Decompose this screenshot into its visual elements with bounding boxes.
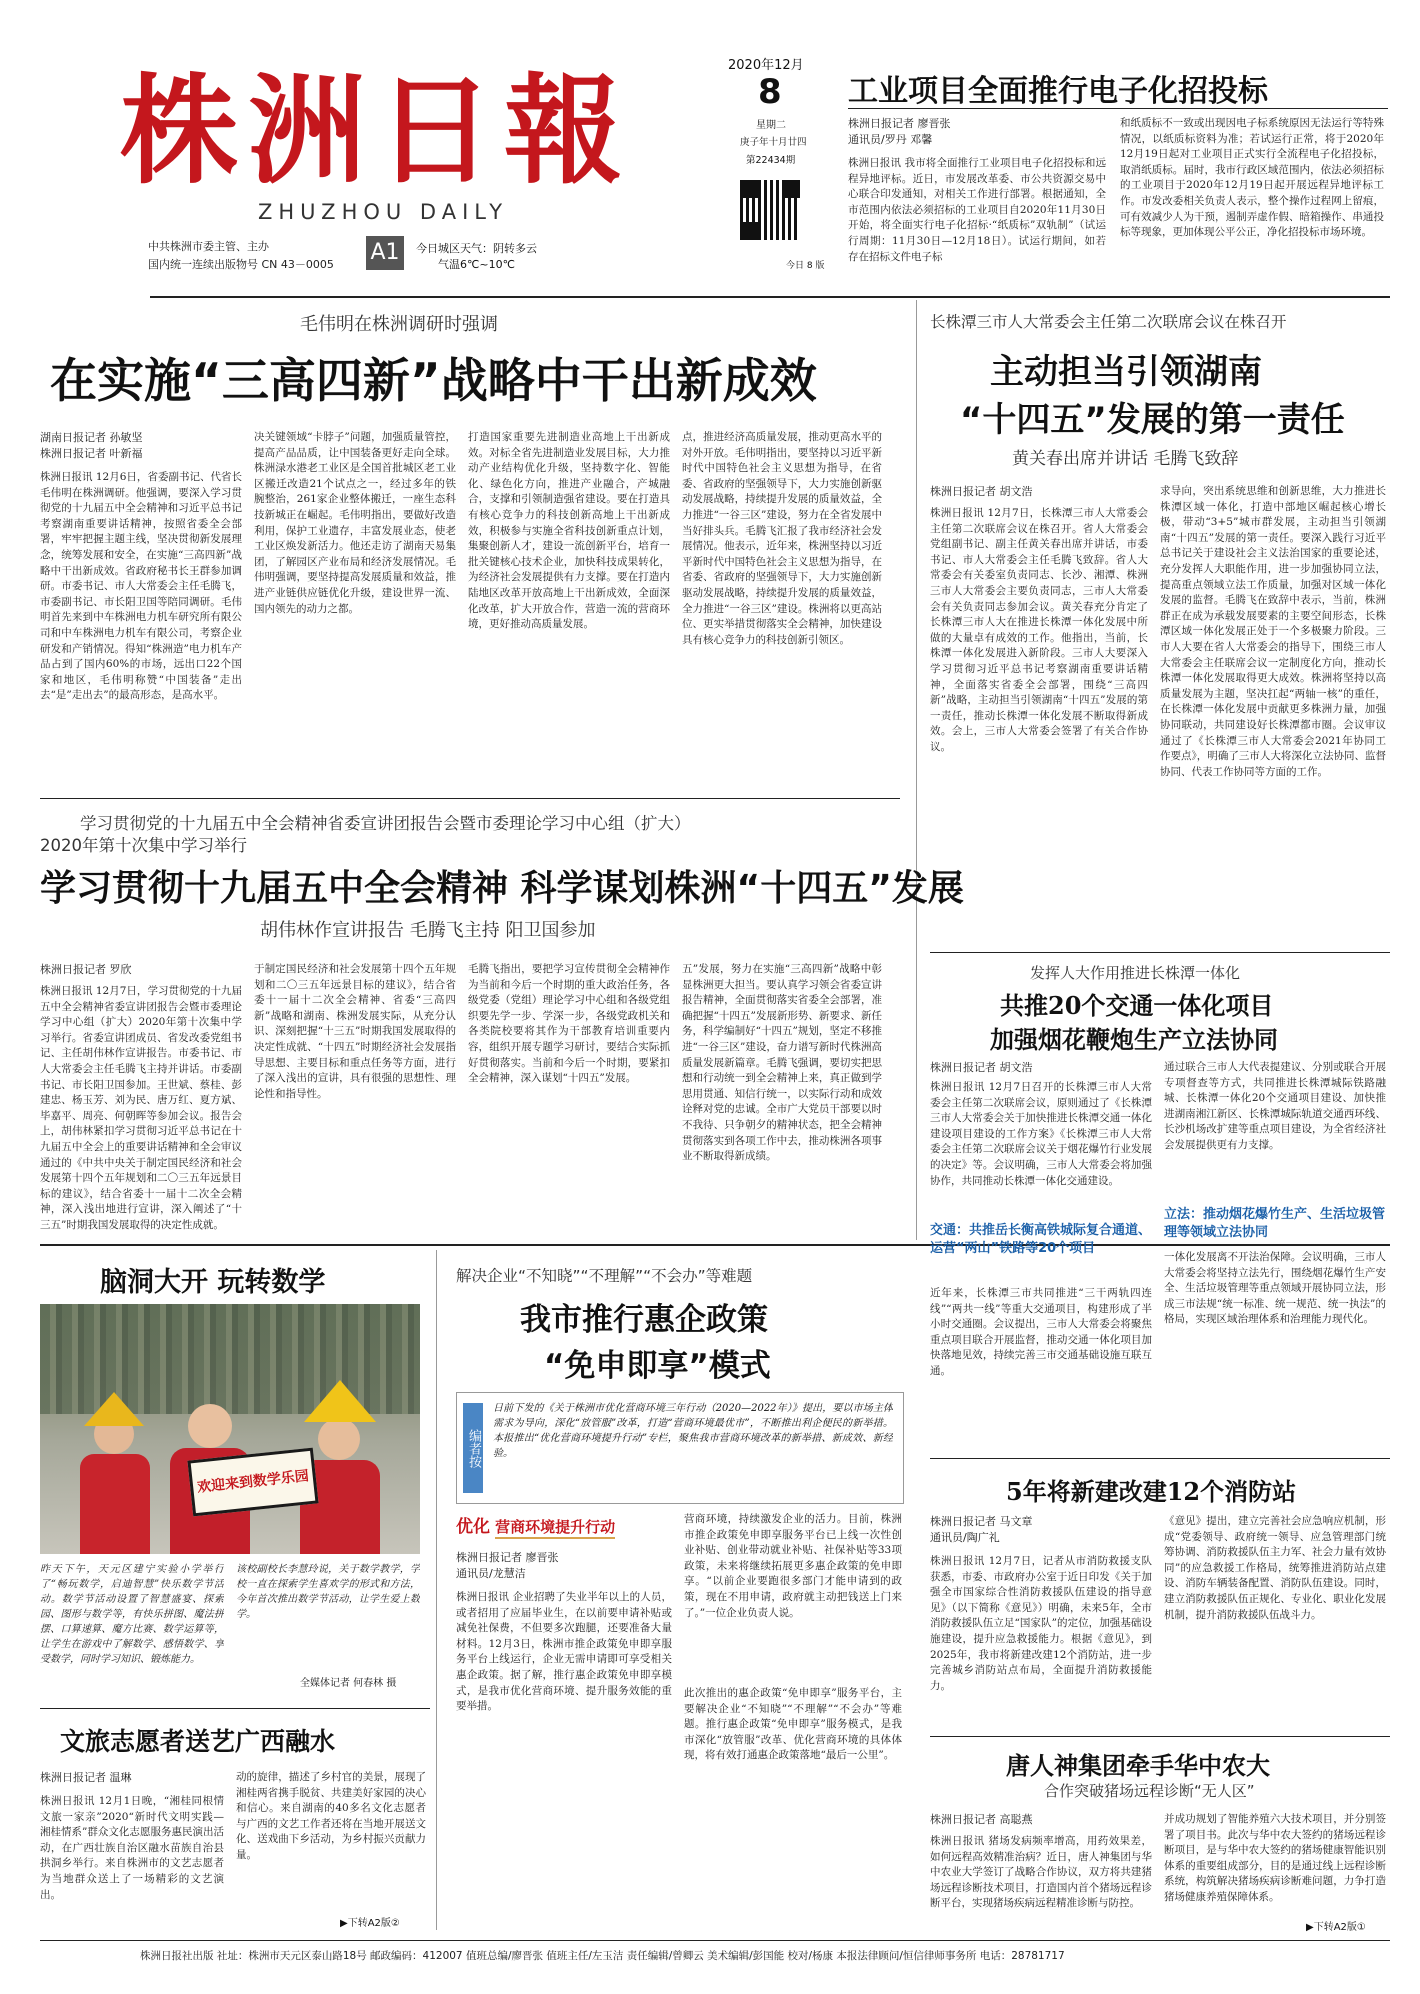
qr-code [740, 180, 800, 240]
mao-headline: 在实施“三高四新”战略中干出新成效 [50, 354, 817, 409]
mao-byline-2: 株洲日报记者 叶新福 [40, 447, 143, 460]
traffic-col-3: 近年来，长株潭三市共同推进“三干两轨四连线”“两共一线”等重大交通项目，构建形成了半小时交通圈。会议提出，三市人大常委会将聚焦重点项目联合开展监督，推动交通一体化项目加快落地见效，持续完善三市交通基础设施互联互通。 [930, 1287, 1152, 1377]
enterprise-col-1: 株洲日报讯 企业招聘了失业半年以上的人员，或者招用了应届毕业生，在以前要申请补贴或减免社保费，不但要多次跑腿，还要准备大量材料。12月3日，株洲市推企政策免申即享服务平台上线运行，企业无需申请即可享受相关惠企政策。据了解，推行惠企政策免申即享模式，是我市优化营商环境、提升服务效能的重要举措。 [456, 1591, 672, 1713]
cn-code: 国内统一连续出版物号 CN 43－0005 [148, 258, 334, 271]
traffic-subhead-1: 交通：共推岳长衡高铁城际复合通道、运营“两山”铁路等20个项目 [930, 1223, 1152, 1256]
study-col-1: 株洲日报讯 12月7日，学习贯彻党的十九届五中全会精神省委宣讲团报告会暨市委理论学习中心组（扩大）2020年第十次集中学习举行。省委宣讲团成员、省发改委党组书记、主任胡伟林作宣讲报告。市委书记、市人大常委会主任毛腾飞主持并讲话。市委副书记、市长阳卫国参加。王世斌、蔡桂、彭建忠、杨玉芳、刘为民、唐万红、夏方斌、毕嘉平、周亮、何朝晖等参加会议。报告会上，胡伟林紧扣学习贯彻习近平总书记在十九届五中全会上的重要讲话精神和全会审议通过的《中共中央关于制定国民经济和社会发展第十四个五年规划和二〇三五年远景目标的建议》，结合省委十一届十二次全会精神，深入浅出地进行宣讲，深入阐述了“十三五”时期我国发展取得的决定性成就。 [40, 985, 242, 1231]
date-box [710, 50, 830, 282]
pages-today: 今日 8 版 [786, 261, 825, 271]
column-tag-a: 优化 [456, 1517, 490, 1537]
story-study [0, 800, 964, 1250]
weekday: 星期二 [756, 120, 786, 131]
traffic-col-4: 一体化发展离不开法治保障。会议明确，三市人大常委会将坚持立法先行，围绕烟花爆竹生产安全、生活垃圾管理等重点领域开展协同立法，形成三市法规“统一标准、统一规范、统一执法”的格局，实现区域治理体系和治理能力现代化。 [1164, 1251, 1386, 1326]
top-story-headline: 工业项目全面推行电子化招投标 [848, 74, 1268, 109]
study-subhead: 胡伟林作宣讲报告 毛腾飞主持 阳卫国参加 [260, 920, 596, 941]
fire-headline: 5年将新建改建12个消防站 [1006, 1477, 1297, 1506]
enterprise-byline-2: 通讯员/龙慧洁 [456, 1567, 526, 1580]
fire-col-2: 《意见》提出，建立完善社会应急响应机制，形成“党委领导、政府统一领导、应急管理部门统筹协调、消防救援队伍主力军、社会力量有效协同”的应急救援工作格局，统筹推进消防站点建设、消防车辆装备配置、消防队伍建设。同时，建立消防救援队伍正规化、专业化、职业化发展机制，提升消防救援队伍战斗力。 [1164, 1515, 1386, 1621]
math-caption-2: 该校副校长李慧玲说，关于数学教学，学校一直在探索学生喜欢学的形式和方法，今年首次推出数学节活动，让学生爱上数学。 [236, 1564, 420, 1620]
story-volunteer [0, 1710, 436, 1938]
child-left [80, 1414, 150, 1554]
story-enterprise [440, 1250, 916, 1940]
story-ctz [920, 300, 1400, 950]
fire-col-1: 株洲日报讯 12月7日，记者从市消防救援支队获悉，市委、市政府办公室于近日印发《关于加强全市国家综合性消防救援队伍建设的指导意见》（以下简称《意见》）明确，未来5年，全市消防救援队伍立足“国家队”的定位，加强基础设施建设，提升应急救援能力。根据《意见》，到2025年，我市将新建改建12个消防站，进一步完善城乡消防站点布局，全面提升消防救援能力。 [930, 1555, 1152, 1692]
traffic-kicker: 发挥人大作用推进长株潭一体化 [1030, 964, 1241, 982]
page-label: A1 [366, 236, 404, 270]
story-mao [0, 300, 910, 800]
enterprise-col-2: 营商环境，持续激发企业的活力。目前，株洲市推企政策免申即享服务平台已上线一次性创业补贴、创业带动就业补贴、社保补贴等33项政策，未来将继续拓展更多惠企政策的免申即享。“以前企业要跑很多部门才能申请到的政策，现在不用申请，政府就主动把钱送上门来了。”一位企业负责人说。 [684, 1513, 902, 1619]
footer-imprint: 株洲日报社出版 社址：株洲市天元区泰山路18号 邮政编码：412007 值班总编/廖晋张 值班主任/左玉洁 责任编辑/曾卿云 美术编辑/彭国能 校对/杨康 本报法律顾问/恒信律师事务所 电话：28781717 [140, 1950, 1065, 1962]
top-story-byline-2: 通讯员/罗丹 邓馨 [848, 133, 933, 146]
volunteer-col-1: 株洲日报讯 12月1日晚，“湘桂同根情 文旅一家亲”2020“新时代文明实践—湘桂情系”群众文化志愿服务惠民演出活动，在广西壮族自治区融水苗族自治县拱洞乡举行。来自株洲市的文艺志愿者为当地群众送上了一场精彩的文艺演出。 [40, 1795, 224, 1901]
top-story-byline-1: 株洲日报记者 廖晋张 [848, 117, 951, 130]
tang-subhead: 合作突破猪场远程诊断“无人区” [1044, 1782, 1255, 1800]
study-col-4: 五”发展，努力在实施“三高四新”战略中彰显株洲更大担当。要认真学习领会省委宣讲报告精神，全面贯彻落实省委全会部署，准确把握“十四五”发展新形势、新要求、新任务，科学编制好“十四五”规划，坚定不移推进“一谷三区”建设，奋力谱写新时代株洲高质量发展新篇章。毛腾飞强调，要切实把思想和行动统一到全会精神上来，真正做到学思用贯通、知信行统一，以实际行动和成效诠释对党的忠诚。全市广大党员干部要以时不我待、只争朝夕的精神状态，把全会精神贯彻落实到各项工作中去，推动株洲各项事业不断取得新成绩。 [682, 963, 882, 1163]
traffic-byline: 株洲日报记者 胡文浩 [930, 1061, 1033, 1074]
editor-note-tag: 编者按 [463, 1403, 483, 1493]
mao-col-2: 决关键领域“卡脖子”问题，加强质量管控，提高产品品质，让中国装备更好走向全球。株洲渌水港老工业区是全国首批城区老工业区搬迁改造21个试点之一，经过多年的铁腕整治，261家企业整体搬迁，一座生态科技新城正在崛起。毛伟明指出，要做好改造利用，保护工业遗存，丰富发展业态，使老工业区焕发新活力。他还走访了湖南天易集团，了解园区产业布局和经济发展情况。毛伟明强调，要坚持提高发展质量和效益，推进产业链供应链优化升级，建设世界一流、国内领先的动力之都。 [254, 431, 456, 615]
editor-note-box [456, 1392, 904, 1504]
study-col-3: 毛腾飞指出，要把学习宣传贯彻全会精神作为当前和今后一个时期的重大政治任务，各级党委（党组）理论学习中心组和各级党组织要先学一步、学深一步，各级党政机关和各类院校要将其作为干部教育培训重要内容，组织开展专题学习研讨，要结合实际抓好贯彻落实。当前和今后一个时期，要紧扣全会精神，深入谋划“十四五”发展。 [468, 963, 670, 1085]
tang-byline: 株洲日报记者 高聪燕 [930, 1813, 1033, 1826]
column-banner [456, 1512, 615, 1538]
weather-line-1: 今日城区天气：阴转多云 [416, 242, 537, 255]
masthead [0, 0, 1420, 340]
issue-number: 第22434期 [746, 155, 796, 166]
volunteer-jump [340, 1914, 400, 1929]
mao-kicker: 毛伟明在株洲调研时强调 [300, 314, 498, 335]
editor-note-text: 日前下发的《关于株洲市优化营商环境三年行动（2020—2022年）》提出，要以市场主体需求为导向，深化“放管服”改革，打造“营商环境最优市”，不断推出利企便民的新举措。本报推出“优化营商环境提升行动”专栏，聚焦我市营商环境改革的新举措、新成效、新经验。 [493, 1403, 893, 1459]
newspaper-logo: 株洲日報 [120, 61, 633, 200]
story-fire [920, 1462, 1400, 1732]
tang-headline: 唐人神集团牵手华中农大 [1006, 1751, 1270, 1780]
mao-col-3: 打造国家重要先进制造业高地上干出新成效。对标全省先进制造业发展目标，大力推动产业结构优化升级，坚持数字化、智能化、绿色化方向，推进产业融合，产城融合，支撑和引领制造强省建设。要在打造具有核心竞争力的科技创新高地上干出新成效，积极参与实施全省科技创新重点计划，集聚创新人才，建设一流创新平台，培育一批关键核心技术企业，加快科技成果转化，为经济社会发展提供有力支撑。要在打造内陆地区改革开放高地上干出新成效，全面深化改革，扩大开放合作，营造一流的营商环境，更好推动高质量发展。 [468, 431, 670, 631]
mao-col-4: 点，推进经济高质量发展，推动更高水平的对外开放。毛伟明指出，要坚持以习近平新时代中国特色社会主义思想为指导，在省委、省政府的坚强领导下，大力实施创新驱动发展战略，持续提升发展的质量效益，全力推进“一谷三区”建设，努力在全省发展中当好排头兵。毛腾飞汇报了我市经济社会发展情况。他表示，近年来，株洲坚持以习近平新时代中国特色社会主义思想为指导，在省委、省政府的坚强领导下，大力实施创新驱动发展战略，持续提升发展的质量效益，全力推进“一谷三区”建设。株洲将以更高站位、更实举措贯彻落实全会精神，加快建设具有核心竞争力的科技创新引领区。 [682, 431, 882, 646]
mao-col-1: 株洲日报讯 12月6日，省委副书记、代省长毛伟明在株洲调研。他强调，要深入学习贯彻党的十九届五中全会精神和习近平总书记考察湖南重要讲话精神，按照省委全会部署，牢牢把握主题主线，坚决贯彻新发展理念，统筹发展和安全，在实施“三高四新”战略中干出新成效。省政府秘书长王群参加调研。市委书记、市人大常委会主任毛腾飞，市委副书记、市长阳卫国等陪同调研。毛伟明首先来到中车株洲电力机车研究所有限公司和中车株洲电力机车有限公司，考察企业研发和产销情况。得知“株洲造”电力机车产品占到了国内60%的市场，远出口22个国家和地区，毛伟明称赞“中国装备”走出去“是”走出去”的最高形态，是高水平。 [40, 471, 242, 702]
study-col-2: 于制定国民经济和社会发展第十四个五年规划和二〇三五年远景目标的建议》，结合省委十一届十二次全会精神、省委“三高四新”战略和湖南、株洲发展实际，从充分认识、深刻把握“十三五”时期我国发展取得的决定性成就、“十四五”时期经济社会发展指导思想、主要目标和重点任务等方面，进行了深入浅出的宣讲，具有很强的思想性、理论性和指导性。 [254, 963, 456, 1100]
traffic-headline-1: 共推20个交通一体化项目 [1000, 991, 1274, 1020]
traffic-col-2: 通过联合三市人大代表提建议、分别或联合开展专项督查等方式，共同推进长株潭城际铁路融城、长株潭一体化20个交通项目建设、加快推进湖南湘江新区、长株潭城际轨道交通西环线、长沙机场改扩建等重点项目建设，为全省经济社会发展提供更有力支撑。 [1164, 1061, 1386, 1151]
ctz-subhead: 黄关春出席并讲话 毛腾飞致辞 [1012, 449, 1239, 469]
tang-jump [1306, 1918, 1366, 1933]
top-story-col-2: 和纸质标不一致或出现因电子标系统原因无法运行等特殊情况，以纸质标资料为准；若试运行正常，将于2020年12月19日起对工业项目正式实行全流程电子化招投标，取消纸质标。届时，我市行政区域范围内，依法必须招标的工业项目于2020年12月19日起开展远程异地评标工作。市发改委相关负责人表示，整个操作过程网上留痕，可有效减少人为干预，遏制弄虚作假、暗箱操作、串通投标等现象，更加体现公平公正，净化招投标市场环境。 [1120, 117, 1384, 239]
study-kicker-2: 2020年第十次集中学习举行 [40, 836, 247, 855]
enterprise-col-3: 此次推出的惠企政策“免申即享”服务平台，主要解决企业“不知晓”“不理解”“不会办”等难题。推行惠企政策“免申即享”服务模式，是我市深化“放管服”改革、优化营商环境的具体体现，将有效打通惠企政策落地“最后一公里”。 [684, 1687, 902, 1762]
enterprise-headline-1: 我市推行惠企政策 [520, 1302, 768, 1338]
volunteer-col-2: 动的旋律，描述了乡村官的美景，展现了湘桂两省携手脱贫、共建美好家园的决心和信心。来自湖南的40多名文化志愿者与广西的文艺工作者还将在当地开展送文化、送戏曲下乡活动，为乡村振兴贡献力量。 [236, 1771, 426, 1861]
math-photo-credit: 全媒体记者 何春林 摄 [300, 1678, 397, 1689]
ctz-col-2: 求导向，突出系统思维和创新思维，大力推进长株潭区域一体化，打造中部地区崛起核心增长极，带动“3+5”城市群发展，主动担当引领湖南“十四五”发展的第一责任。要深入践行习近平总书记关于建设社会主义法治国家的重要论述，充分发挥人大职能作用，进一步加强协同立法，提高重点领域立法工作质量，加强对区域一体化发展的监督。毛腾飞在致辞中表示，当前，株洲群正在成为承载发展要素的主要空间形态，长株潭区域一体化发展正处于一个多极聚力阶段。三市人大要在省人大常委会的指导下，围绕三市人大常委会主任联席会议一定制度化方向，推动长株潭一体化发展取得更大成效。株洲将坚持以高质量发展为主题，坚决扛起“两轴一核”的重任，在长株潭一体化发展中贡献更多株洲力量，加强协同联动，共同建设好长株潭都市圈。会议审议通过了《长株潭三市人大常委会2021年协同工作要点》，明确了三市人大将深化立法协同、监督协同、代表工作协同等方面的工作。 [1160, 485, 1386, 778]
math-headline: 脑洞大开 玩转数学 [100, 1267, 326, 1298]
study-byline: 株洲日报记者 罗欣 [40, 963, 132, 976]
enterprise-byline-1: 株洲日报记者 廖晋张 [456, 1551, 559, 1564]
math-sign: 欢迎来到数学乐园 [187, 1448, 318, 1517]
ctz-byline: 株洲日报记者 胡文浩 [930, 485, 1033, 498]
ctz-kicker: 长株潭三市人大常委会主任第二次联席会议在株召开 [930, 313, 1287, 331]
math-photo [40, 1304, 420, 1554]
story-traffic [920, 954, 1400, 1454]
date-day: 8 [758, 72, 782, 112]
arrow-right-icon: ▶ [1306, 1922, 1314, 1933]
fire-byline-2: 通讯员/陶广礼 [930, 1531, 1000, 1544]
enterprise-headline-2: “免申即享”模式 [544, 1348, 771, 1384]
tang-col-2: 并成功规划了智能养殖六大技术项目，并分别签署了项目书。此次与华中农大签约的猪场远程诊断项目，是与华中农大签约的猪场健康智能识别体系的重要组成部分，目的是通过线上远程诊断系统，构筑解决猪场疾病诊断难问题，力争打造猪场健康养殖保障体系。 [1164, 1813, 1386, 1903]
ctz-headline-1: 主动担当引领湖南 [990, 352, 1262, 392]
arrow-right-icon: ▶ [340, 1918, 348, 1929]
story-tang [920, 1738, 1400, 1938]
story-math [0, 1250, 430, 1710]
tang-col-1: 株洲日报讯 猪场发病频率增高，用药效果差，如何远程高效精准治病？近日，唐人神集团与华中农业大学签订了战略合作协议，双方将共建猪场远程诊断技术项目，打造国内首个猪场远程诊断平台，实现猪场疾病远程精准诊断与防控。 [930, 1835, 1152, 1910]
volunteer-byline: 株洲日报记者 温琳 [40, 1771, 132, 1784]
top-story-col-1: 株洲日报讯 我市将全面推行工业项目电子化招投标和远程异地评标。近日，市发展改革委、市公共资源交易中心联合印发通知，对相关工作进行部署。根据通知，全市范围内依法必须招标的工业项目自2020年11月30日开始，将全面实行电子化招标·“纸质标”双轨制”（试运行周期：11月30日—12月18日）。试运行期间，如若存在招标文件电子标 [848, 157, 1106, 263]
traffic-col-1: 株洲日报讯 12月7日召开的长株潭三市人大常委会主任第二次联席会议，原则通过了《长株潭三市人大常委会关于加快推进长株潭交通一体化建设项目建设的工作方案》《长株潭三市人大常委会主任第二次联席会议关于烟花爆竹行业发展的决定》等。会议明确，三市人大常委会将加强协作，共同推动长株潭一体化交通建设。 [930, 1081, 1152, 1187]
math-caption: 昨天下午，天元区建宁实验小学举行了“畅玩数学，启迪智慧”快乐数学节活动。数学节活动设置了智慧盛宴、探索园、图形与数学等，有快乐拼图、魔法拼摆、口算速算、魔方比赛、数学运算等，让学生在游戏中了解数学、感悟数学、享受数学，同时学习知识、锻炼能力。 [40, 1564, 224, 1665]
traffic-headline-2: 加强烟花鞭炮生产立法协同 [990, 1025, 1278, 1054]
org-line: 中共株洲市委主管、主办 [148, 240, 269, 253]
column-tag-b: 营商环境提升行动 [495, 1516, 615, 1539]
mao-byline-1: 湖南日报记者 孙敏坚 [40, 431, 143, 444]
tang-jump-label: 下转A2版① [1313, 1922, 1366, 1933]
study-kicker: 学习贯彻党的十九届五中全会精神省委宣讲团报告会暨市委理论学习中心组（扩大） [80, 814, 691, 833]
study-headline: 学习贯彻十九届五中全会精神 科学谋划株洲“十四五”发展 [40, 868, 964, 909]
weather-line-2: 气温6℃~10℃ [438, 258, 515, 271]
date-year-month: 2020年12月 [728, 58, 804, 73]
ctz-col-1: 株洲日报讯 12月7日，长株潭三市人大常委会主任第二次联席会议在株召开。省人大常委会党组副书记、副主任黄关春出席并讲话，市委书记、市人大常委会主任毛腾飞致辞。省人大常委会有关委室负责同志、长沙、湘潭、株洲三市人大常委会主要负责同志，三市人大常委会有关负责同志参加会议。黄关春充分肯定了长株潭三市人大在推进长株潭一体化发展中所做的大量卓有成效的工作。他指出，当前，长株潭一体化发展进入新阶段。三市人大要深入学习贯彻习近平总书记考察湖南重要讲话精神，全面落实省委全会部署，围绕“三高四新”战略，主动担当引领湖南“十四五”发展的第一责任，推动长株潭一体化发展不断取得新成效。会上，三市人大常委会签署了有关合作协议。 [930, 507, 1148, 753]
enterprise-kicker: 解决企业“不知晓”“不理解”“不会办”等难题 [456, 1267, 753, 1285]
ctz-headline-2: “十四五”发展的第一责任 [960, 400, 1345, 440]
volunteer-headline: 文旅志愿者送艺广西融水 [60, 1727, 336, 1756]
fire-byline-1: 株洲日报记者 马文章 [930, 1515, 1033, 1528]
volunteer-jump-label: 下转A2版② [347, 1918, 400, 1929]
traffic-subhead-2: 立法：推动烟花爆竹生产、生活垃圾管理等领域立法协同 [1164, 1207, 1386, 1240]
logo-pinyin: ZHUZHOU DAILY [258, 200, 509, 224]
lunar-date: 庚子年十月廿四 [740, 137, 807, 148]
